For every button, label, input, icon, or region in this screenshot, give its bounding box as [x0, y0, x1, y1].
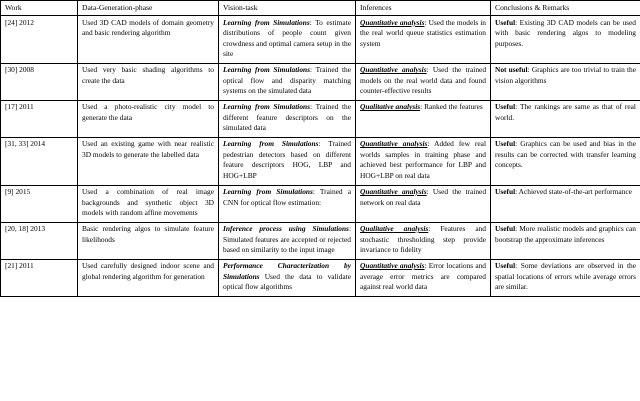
- column-header-inferences: Inferences: [356, 1, 491, 16]
- cell-inferences-body: Error locations and average error metrics are compared against real world data: [360, 261, 486, 292]
- cell-vision-task-separator: :: [318, 139, 321, 149]
- column-header-work: Work: [1, 1, 78, 16]
- cell-conclusions-lead: Useful: [495, 102, 516, 112]
- cell-conclusions-separator: :: [527, 65, 530, 75]
- table-row: [1, 259, 640, 296]
- cell-inferences-separator: :: [428, 224, 431, 234]
- cell-inferences-separator: :: [426, 65, 429, 75]
- cell-vision-task-body: Trained a CNN for optical flow estimation:: [223, 187, 351, 207]
- cell-conclusions-lead: Useful: [495, 17, 516, 27]
- cell-inferences-separator: :: [427, 139, 430, 149]
- cell-vision-task-separator: :: [309, 17, 312, 27]
- cell-conclusions-body: Achieved state-of-the-art performance: [517, 187, 632, 196]
- cell-inferences-lead: Quantitative analysis: [360, 65, 427, 75]
- cell-conclusions-separator: :: [515, 139, 518, 149]
- table-header-row: [1, 1, 640, 16]
- cell-conclusions-body: Graphics are too trivial to train the vision algorithms: [495, 65, 637, 85]
- table-body: [1, 16, 640, 296]
- cell-conclusions-lead: Useful: [495, 187, 516, 196]
- cell-conclusions-lead: Useful: [495, 261, 516, 271]
- cell-inferences-body: Used the trained models on the real world data and found counter-effective results: [360, 65, 487, 96]
- cell-vision-task-separator: :: [312, 187, 315, 196]
- cell-work: [31, 33] 2014: [1, 137, 78, 185]
- cell-vision-task-body: Trained the different feature descriptors on the simulated data: [223, 102, 351, 133]
- cell-inferences-lead: Quantitative analysis: [360, 139, 428, 149]
- cell-work: [17] 2011: [1, 100, 78, 137]
- cell-data-generation-phase: Used very basic shading algorithms to create the data: [78, 63, 219, 100]
- cell-conclusions: [491, 259, 640, 296]
- cell-vision-task-lead: Inference process using Simulations: [223, 224, 349, 234]
- table-row: [1, 100, 640, 137]
- cell-conclusions: [491, 100, 640, 137]
- cell-vision-task-lead: Learning from Simulations: [223, 65, 310, 75]
- cell-inferences-body: Used the models in the real world queue statistics estimation system: [360, 17, 487, 48]
- cell-conclusions-separator: :: [515, 17, 518, 27]
- cell-work: [24] 2012: [1, 16, 78, 64]
- cell-inferences: [356, 222, 491, 259]
- cell-inferences-lead: Quantitative analysis: [360, 187, 427, 196]
- cell-inferences-lead: Qualitative analysis: [360, 102, 421, 112]
- cell-conclusions-separator: :: [515, 261, 518, 271]
- cell-work: [21] 2011: [1, 259, 78, 296]
- cell-vision-task-body: Simulated features are accepted or rejected based on similarity to the input image: [223, 234, 351, 255]
- cell-inferences-body: Features and stochastic thresholding step provide invariance to fidelity: [360, 224, 486, 255]
- cell-vision-task-separator: :: [310, 65, 313, 75]
- cell-conclusions-body: Existing 3D CAD models can be used with basic rendering algos to modeling purposes.: [495, 17, 636, 48]
- cell-vision-task: [219, 16, 356, 64]
- cell-conclusions: [491, 63, 640, 100]
- cell-vision-task: [219, 63, 356, 100]
- cell-vision-task: [219, 137, 356, 185]
- cell-vision-task-separator: :: [348, 224, 351, 234]
- table-row: [1, 63, 640, 100]
- cell-work: [20, 18] 2013: [1, 222, 78, 259]
- cell-work: [9] 2015: [1, 185, 78, 222]
- cell-inferences: [356, 259, 491, 296]
- cell-inferences-body: Used the trained network on real data: [360, 187, 487, 207]
- table-row: [1, 16, 640, 64]
- column-header-conclusions: Conclusions & Remarks: [491, 1, 640, 16]
- cell-data-generation-phase: Basic rendering algos to simulate feature likelihoods: [78, 222, 219, 259]
- cell-conclusions-separator: :: [515, 187, 518, 196]
- cell-inferences-lead: Quantitative analysis: [360, 261, 425, 271]
- cell-conclusions: [491, 137, 640, 185]
- cell-conclusions-body: The rankings are same as that of real world.: [495, 102, 636, 122]
- cell-data-generation-phase: Used 3D CAD models of domain geometry and basic rendering algorithm: [78, 16, 219, 64]
- cell-vision-task-lead: Learning from Simulations: [223, 17, 310, 27]
- cell-conclusions: [491, 222, 640, 259]
- cell-conclusions-separator: :: [515, 102, 518, 112]
- cell-conclusions-lead: Useful: [495, 139, 516, 149]
- cell-inferences-separator: :: [420, 102, 423, 112]
- cell-inferences-separator: :: [424, 17, 427, 27]
- cell-inferences-lead: Qualitative analysis: [360, 224, 429, 234]
- cell-data-generation-phase: Used carefully designed indoor scene and global rendering algorithm for generation: [78, 259, 219, 296]
- cell-data-generation-phase: Used a combination of real image backgrounds and synthetic object 3D models with random affine movements: [78, 185, 219, 222]
- table-row: [1, 185, 640, 222]
- cell-inferences: [356, 16, 491, 64]
- cell-inferences-lead: Quantitative analysis: [360, 17, 425, 27]
- column-header-data-generation-phase: Data-Generation-phase: [78, 1, 219, 16]
- cell-vision-task: [219, 222, 356, 259]
- cell-vision-task: [219, 259, 356, 296]
- cell-vision-task-body: Trained pedestrian detectors based on different feature descriptors HOG, LBP and HOG+LBP: [223, 139, 352, 180]
- cell-inferences-body: Ranked the features: [422, 102, 483, 112]
- column-header-vision-task: Vision-task: [219, 1, 356, 16]
- cell-vision-task-lead: Learning from Simulations: [223, 102, 310, 112]
- cell-conclusions-body: Some deviations are observed in the spatial locations of errors while average errors are similar.: [495, 261, 636, 292]
- table-row: [1, 222, 640, 259]
- cell-conclusions: [491, 185, 640, 222]
- cell-conclusions-lead: Useful: [495, 224, 516, 234]
- cell-inferences: [356, 100, 491, 137]
- cell-inferences: [356, 63, 491, 100]
- table-header: [1, 1, 640, 16]
- cell-vision-task-lead: Performance Characterization by Simulations: [223, 261, 351, 281]
- cell-conclusions-body: Graphics can be used and bias in the results can be corrected with transfer learning concepts.: [495, 139, 636, 170]
- cell-vision-task-body: To estimate distributions of people count given crowdness and optimal camera setup in the site: [223, 17, 351, 59]
- cell-vision-task-lead: Learning from Simulations: [223, 187, 313, 196]
- cell-vision-task-body: Trained the optical flow and disparity matching systems on the simulated data: [223, 65, 351, 96]
- cell-conclusions-lead: Not useful: [495, 65, 528, 75]
- cell-conclusions: [491, 16, 640, 64]
- cell-work: [30] 2008: [1, 63, 78, 100]
- cell-inferences-separator: :: [426, 187, 429, 196]
- cell-inferences: [356, 185, 491, 222]
- cell-vision-task-lead: Learning from Simulations: [223, 139, 319, 149]
- cell-data-generation-phase: Used a photo-realistic city model to generate the data: [78, 100, 219, 137]
- cell-vision-task: [219, 185, 356, 222]
- cell-inferences: [356, 137, 491, 185]
- cell-data-generation-phase: Used an existing game with near realistic 3D models to generate the labelled data: [78, 137, 219, 185]
- cell-vision-task-separator: :: [310, 102, 313, 112]
- cell-conclusions-separator: :: [515, 224, 518, 234]
- cell-vision-task-body: Used the data to validate optical flow algorithms: [223, 271, 351, 292]
- cell-inferences-separator: :: [424, 261, 427, 271]
- cell-inferences-body: Added few real worlds samples in training phase and achieved best performance for LBP and HOG+LBP on real data: [360, 139, 486, 180]
- cell-vision-task: [219, 100, 356, 137]
- table-row: [1, 137, 640, 185]
- cell-conclusions-body: More realistic models and graphics can bootstrap the approximate inferences: [495, 224, 636, 244]
